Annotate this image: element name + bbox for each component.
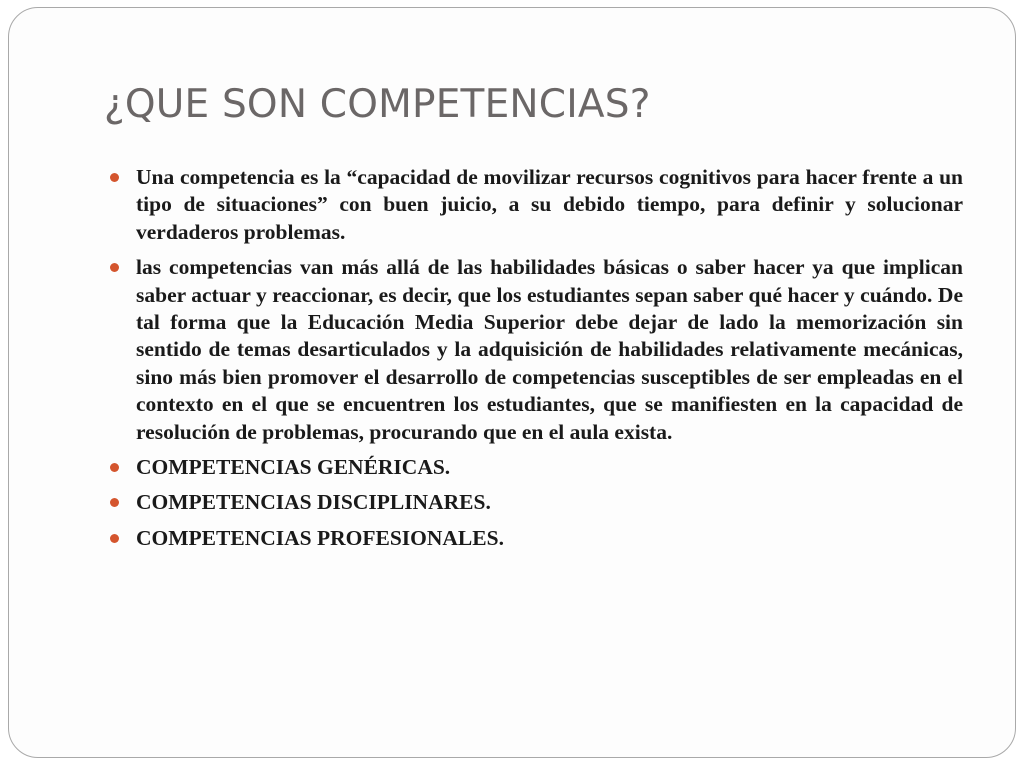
bullet-text: las competencias van más allá de las habilidades básicas o saber hacer ya que implican saber actuar y reaccionar, es decir, que los estudiantes sepan saber qué hacer y cuándo. De tal forma que la Educación Media Superior debe dejar de lado la memorización sin sentido de temas desarticulados y la adquisición de habilidades relativamente mecánicas, sino más bien promover el desarrollo de competencias susceptibles de ser empleadas en el contexto en el que se encuentren los estudiantes, que se manifiesten en la capacidad de resolución de problemas, procurando que en el aula exista. bbox=[136, 255, 963, 444]
bullet-text: Una competencia es la “capacidad de movilizar recursos cognitivos para hacer frente a un tipo de situaciones” con buen juicio, a su debido tiempo, para definir y solucionar verdaderos problemas. bbox=[136, 165, 963, 244]
slide-title: ¿QUE SON COMPETENCIAS? bbox=[104, 82, 651, 127]
bullet-dot-icon bbox=[110, 534, 119, 543]
bullet-item bbox=[136, 164, 963, 246]
bullet-dot-icon bbox=[110, 173, 119, 182]
bullet-item bbox=[136, 525, 963, 552]
bullet-text: COMPETENCIAS GENÉRICAS. bbox=[136, 455, 451, 480]
bullet-list bbox=[136, 164, 963, 560]
bullet-text: COMPETENCIAS PROFESIONALES. bbox=[136, 525, 504, 550]
bullet-item bbox=[136, 454, 963, 481]
bullet-item bbox=[136, 254, 963, 446]
bullet-item bbox=[136, 489, 963, 516]
bullet-text: COMPETENCIAS DISCIPLINARES. bbox=[136, 490, 491, 515]
bullet-dot-icon bbox=[110, 463, 119, 472]
